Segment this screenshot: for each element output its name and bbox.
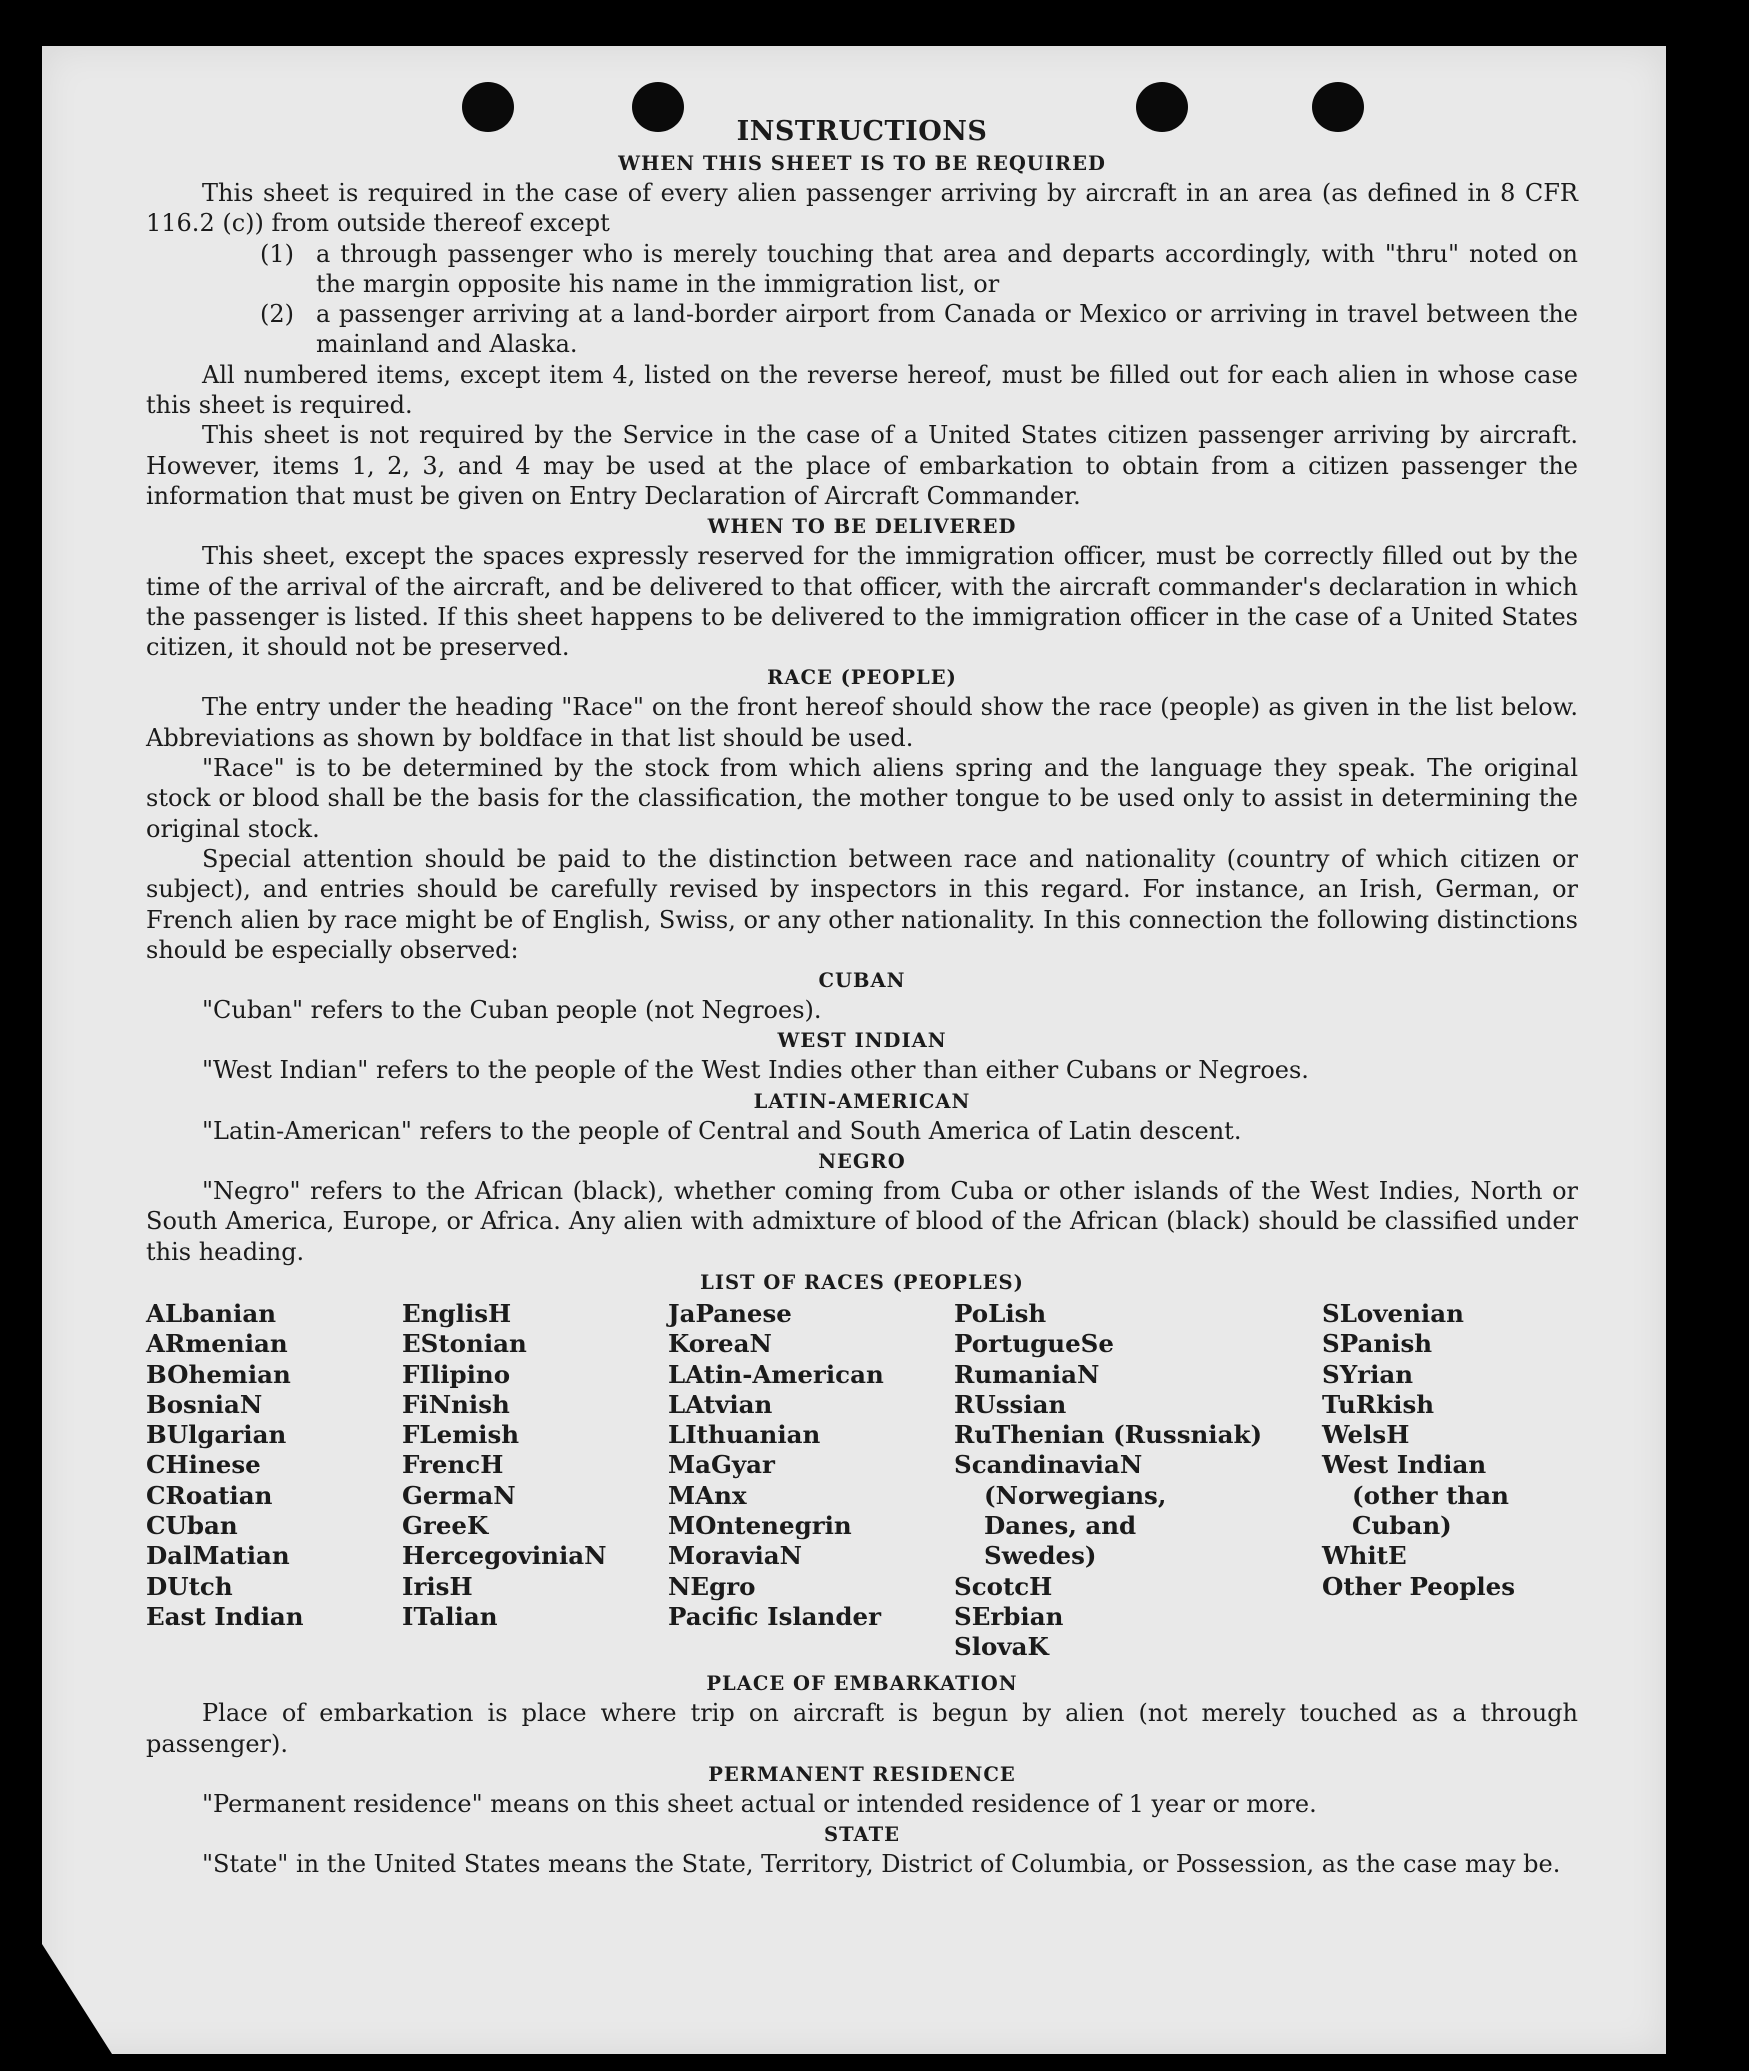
- race-entry: RumaniaN: [954, 1359, 1100, 1389]
- race-entry: Other Peoples: [1322, 1571, 1516, 1601]
- heading-when-required: WHEN THIS SHEET IS TO BE REQUIRED: [618, 152, 1106, 175]
- race-entry: East Indian: [146, 1601, 304, 1631]
- race-entry: FIlipino: [402, 1359, 511, 1389]
- race-entry: WhitE: [1322, 1541, 1407, 1571]
- race-column: [1322, 1299, 1578, 1663]
- item-number: (1): [260, 239, 294, 268]
- heading-cuban: CUBAN: [818, 969, 906, 993]
- paragraph-race-stock: "Race" is to be determined by the stock from which aliens spring and the language they speak. The original stock or blood shall be the basis for the classification, the mother tongue to be used only to assist in determining the original stock.: [146, 754, 1578, 843]
- page-title: INSTRUCTIONS: [736, 116, 988, 147]
- race-entry: KoreaN: [668, 1329, 772, 1359]
- paragraph-west-indian: "West Indian" refers to the people of the West Indies other than either Cubans or Negroes.: [202, 1056, 1309, 1085]
- item-text: a passenger arriving at a land-border airport from Canada or Mexico or arriving in travel between the mainland and Alaska.: [316, 300, 1578, 359]
- race-entry: SLovenian: [1322, 1298, 1464, 1328]
- race-entry: CRoatian: [146, 1480, 273, 1510]
- heading-embarkation: PLACE OF EMBARKATION: [706, 1672, 1018, 1696]
- race-entry: ALbanian: [146, 1298, 277, 1328]
- race-column: [402, 1299, 668, 1663]
- race-entry: SErbian: [954, 1601, 1064, 1631]
- race-list: [146, 1299, 1578, 1663]
- race-entry: MaGyar: [668, 1450, 775, 1480]
- race-entry: RuThenian (Russniak): [954, 1420, 1263, 1450]
- paragraph-race-nationality: Special attention should be paid to the distinction between race and nationality (country of which citizen or subject), and entries should be carefully revised by inspectors in this regard. For instance, an Irish, German, or French alien by race might be of English, Swiss, or any other nationality. In this connection the following distinctions should be especially observed:: [146, 844, 1578, 964]
- race-entry: ScotcH: [954, 1571, 1053, 1601]
- race-entry: GermaN: [402, 1480, 516, 1510]
- race-entry: CUban: [146, 1510, 238, 1540]
- paragraph-residence: "Permanent residence" means on this sheet actual or intended residence of 1 year or more.: [202, 1790, 1317, 1819]
- heading-negro: NEGRO: [818, 1150, 906, 1174]
- race-entry: Pacific Islander: [668, 1601, 881, 1631]
- race-entry: FrencH: [402, 1450, 504, 1480]
- race-entry: BosniaN: [146, 1389, 263, 1419]
- race-entry: BUlgarian: [146, 1420, 287, 1450]
- paragraph-state: "State" in the United States means the State, Territory, District of Columbia, or Possession, as the case may be.: [202, 1850, 1561, 1879]
- race-entry: DUtch: [146, 1571, 233, 1601]
- heading-when-delivered: WHEN TO BE DELIVERED: [707, 515, 1017, 539]
- race-entry: RUssian: [954, 1389, 1067, 1419]
- race-entry: DalMatian: [146, 1541, 290, 1571]
- race-entry: SlovaK: [954, 1632, 1049, 1662]
- race-entry: EStonian: [402, 1329, 527, 1359]
- race-entry: ARmenian: [146, 1329, 288, 1359]
- heading-state: STATE: [824, 1823, 900, 1847]
- race-entry: HercegoviniaN: [402, 1541, 607, 1571]
- race-entry: IrisH: [402, 1571, 473, 1601]
- paragraph-delivery: This sheet, except the spaces expressly reserved for the immigration officer, must be correctly filled out by the time of the arrival of the aircraft, and be delivered to that officer, with the aircraft commander's declaration in which the passenger is listed. If this sheet happens to be delivered to the immigration officer in the case of a United States citizen, it should not be preserved.: [146, 542, 1578, 662]
- heading-latin-american: LATIN-AMERICAN: [753, 1089, 971, 1113]
- paragraph-race-entry: The entry under the heading "Race" on the front hereof should show the race (people) as given in the list below. Abbreviations as shown by boldface in that list should be used.: [146, 693, 1578, 752]
- heading-west-indian: WEST INDIAN: [777, 1029, 947, 1053]
- race-entry: West Indian (other than Cuban): [1322, 1450, 1509, 1540]
- heading-list-of-races: LIST OF RACES (PEOPLES): [700, 1270, 1024, 1294]
- race-entry: EnglisH: [402, 1298, 512, 1328]
- race-entry: GreeK: [402, 1510, 489, 1540]
- race-entry: CHinese: [146, 1450, 261, 1480]
- race-column: [954, 1298, 1263, 1663]
- race-entry: TuRkish: [1322, 1389, 1435, 1419]
- exception-item-1: [146, 239, 1578, 300]
- race-entry: BOhemian: [146, 1359, 291, 1389]
- paragraph-embarkation: Place of embarkation is place where trip on aircraft is begun by alien (not merely touched as a through passenger).: [146, 1699, 1578, 1758]
- race-entry: JaPanese: [668, 1298, 792, 1328]
- instructions-text: [146, 116, 1578, 1880]
- item-number: (2): [260, 300, 294, 329]
- race-entry: LAtvian: [668, 1389, 773, 1419]
- heading-residence: PERMANENT RESIDENCE: [708, 1763, 1016, 1787]
- race-entry: SYrian: [1322, 1359, 1414, 1389]
- race-entry: PoLish: [954, 1298, 1047, 1328]
- document-page: [42, 46, 1666, 2054]
- torn-corner: [42, 1944, 112, 2054]
- race-entry: MoraviaN: [668, 1541, 803, 1571]
- race-entry: ScandinaviaN (Norwegians, Danes, and Swedes): [954, 1450, 1167, 1571]
- paragraph-citizen: This sheet is not required by the Service in the case of a United States citizen passenger arriving by aircraft. However, items 1, 2, 3, and 4 may be used at the place of embarkation to obtain from a citizen passenger the information that must be given on Entry Declaration of Aircraft Commander.: [146, 421, 1578, 510]
- item-text: a through passenger who is merely touching that area and departs accordingly, with "thru" noted on the margin opposite his name in the immigration list, or: [316, 239, 1578, 298]
- race-entry: LAtin-American: [668, 1359, 884, 1389]
- race-entry: FLemish: [402, 1420, 520, 1450]
- race-entry: MAnx: [668, 1480, 747, 1510]
- paragraph-latin-american: "Latin-American" refers to the people of Central and South America of Latin descent.: [202, 1116, 1242, 1145]
- race-entry: NEgro: [668, 1571, 756, 1601]
- heading-race: RACE (PEOPLE): [767, 666, 957, 690]
- race-entry: WelsH: [1322, 1420, 1410, 1450]
- race-column: [146, 1299, 402, 1663]
- race-entry: SPanish: [1322, 1329, 1433, 1359]
- exception-item-2: [146, 299, 1578, 360]
- race-entry: ITalian: [402, 1601, 498, 1631]
- paragraph-negro: "Negro" refers to the African (black), whether coming from Cuba or other islands of the West Indies, North or South America, Europe, or Africa. Any alien with admixture of blood of the African (black) should be classified under this heading.: [146, 1177, 1578, 1266]
- race-column: [668, 1299, 954, 1663]
- paragraph-numbered-items: All numbered items, except item 4, listed on the reverse hereof, must be filled out for each alien in whose case this sheet is required.: [146, 360, 1578, 420]
- race-entry: LIthuanian: [668, 1420, 821, 1450]
- paragraph-required-intro: This sheet is required in the case of every alien passenger arriving by aircraft in an area (as defined in 8 CFR 116.2 (c)) from outside thereof except: [146, 179, 1578, 238]
- paragraph-cuban: "Cuban" refers to the Cuban people (not Negroes).: [202, 996, 822, 1025]
- race-entry: MOntenegrin: [668, 1510, 852, 1540]
- race-entry: PortugueSe: [954, 1329, 1114, 1359]
- race-entry: FiNnish: [402, 1389, 510, 1419]
